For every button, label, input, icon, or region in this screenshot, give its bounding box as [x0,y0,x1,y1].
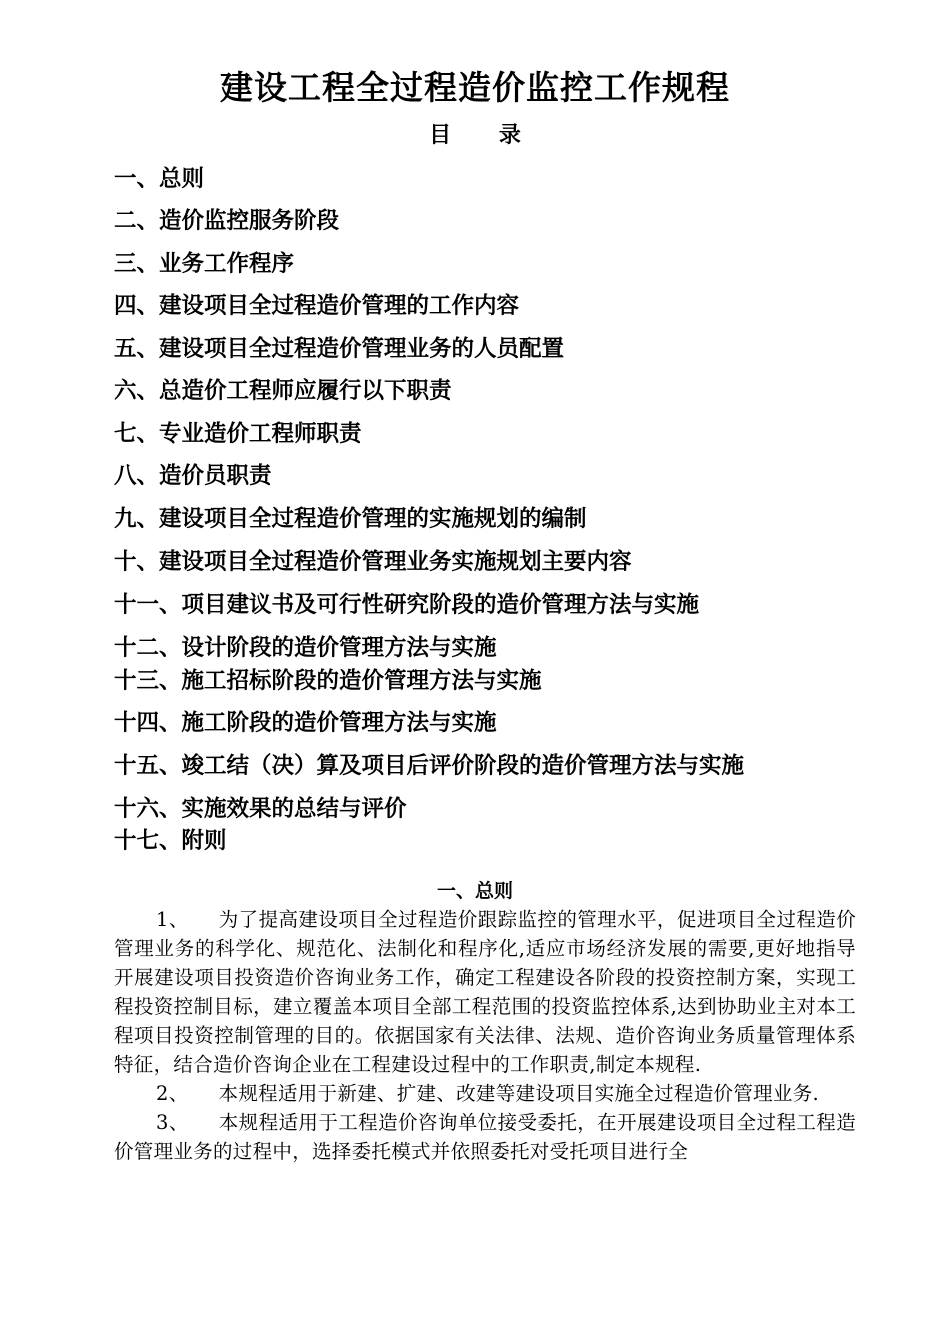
toc-item: 三、业务工作程序 [114,251,295,277]
toc-item: 七、专业造价工程师职责 [114,421,362,447]
toc-heading: 目 录 [429,123,521,148]
paragraph-text: 本规程适用于新建、扩建、改建等建设项目实施全过程造价管理业务. [218,1082,820,1105]
toc-item: 六、总造价工程师应履行以下职责 [114,378,452,404]
paragraph [114,905,856,1079]
document-title: 建设工程全过程造价监控工作规程 [220,68,730,107]
toc-item: 十五、竣工结（决）算及项目后评价阶段的造价管理方法与实施 [114,753,745,779]
paragraph [114,1108,856,1166]
toc-item: 十、建设项目全过程造价管理业务实施规划主要内容 [114,549,632,575]
toc-item: 十六、实施效果的总结与评价 [114,796,407,822]
toc-item: 十三、施工招标阶段的造价管理方法与实施 [114,668,542,694]
toc-item: 十四、施工阶段的造价管理方法与实施 [114,710,497,736]
toc-item: 二、造价监控服务阶段 [114,208,340,234]
paragraph-number: 3、 [156,1111,189,1134]
section-heading: 一、总则 [436,880,513,902]
toc-item: 十七、附则 [114,828,227,854]
toc-item: 十一、项目建议书及可行性研究阶段的造价管理方法与实施 [114,592,700,618]
toc-item: 八、造价员职责 [114,463,272,489]
toc-item: 五、建设项目全过程造价管理业务的人员配置 [114,336,565,362]
paragraph-text: 本规程适用于工程造价咨询单位接受委托，在开展建设项目全过程工程造价管理业务的过程中，选择委托模式并依照委托对受托项目进行全 [114,1111,856,1163]
toc-item: 十二、设计阶段的造价管理方法与实施 [114,635,497,661]
paragraph-text: 为了提高建设项目全过程造价跟踪监控的管理水平，促进项目全过程造价管理业务的科学化、规范化、法制化和程序化,适应市场经济发展的需要,更好地指导开展建设项目投资造价咨询业务工作，确定工程建设各阶段的投资控制方案，实现工程投资控制目标，建立覆盖本项目全部工程范围的投资监控体系,达到协助业主对本工程项目投资控制管理的目的。依据国家有关法律、法规、造价咨询业务质量管理体系特征，结合造价咨询企业在工程建设过程中的工作职责,制定本规程. [114,908,856,1076]
body-text [114,905,856,1166]
toc-item: 九、建设项目全过程造价管理的实施规划的编制 [114,506,587,532]
paragraph [114,1079,856,1108]
paragraph-number: 2、 [156,1082,189,1105]
toc-item: 四、建设项目全过程造价管理的工作内容 [114,293,520,319]
toc-item: 一、总则 [114,166,205,192]
paragraph-number: 1、 [156,908,189,931]
